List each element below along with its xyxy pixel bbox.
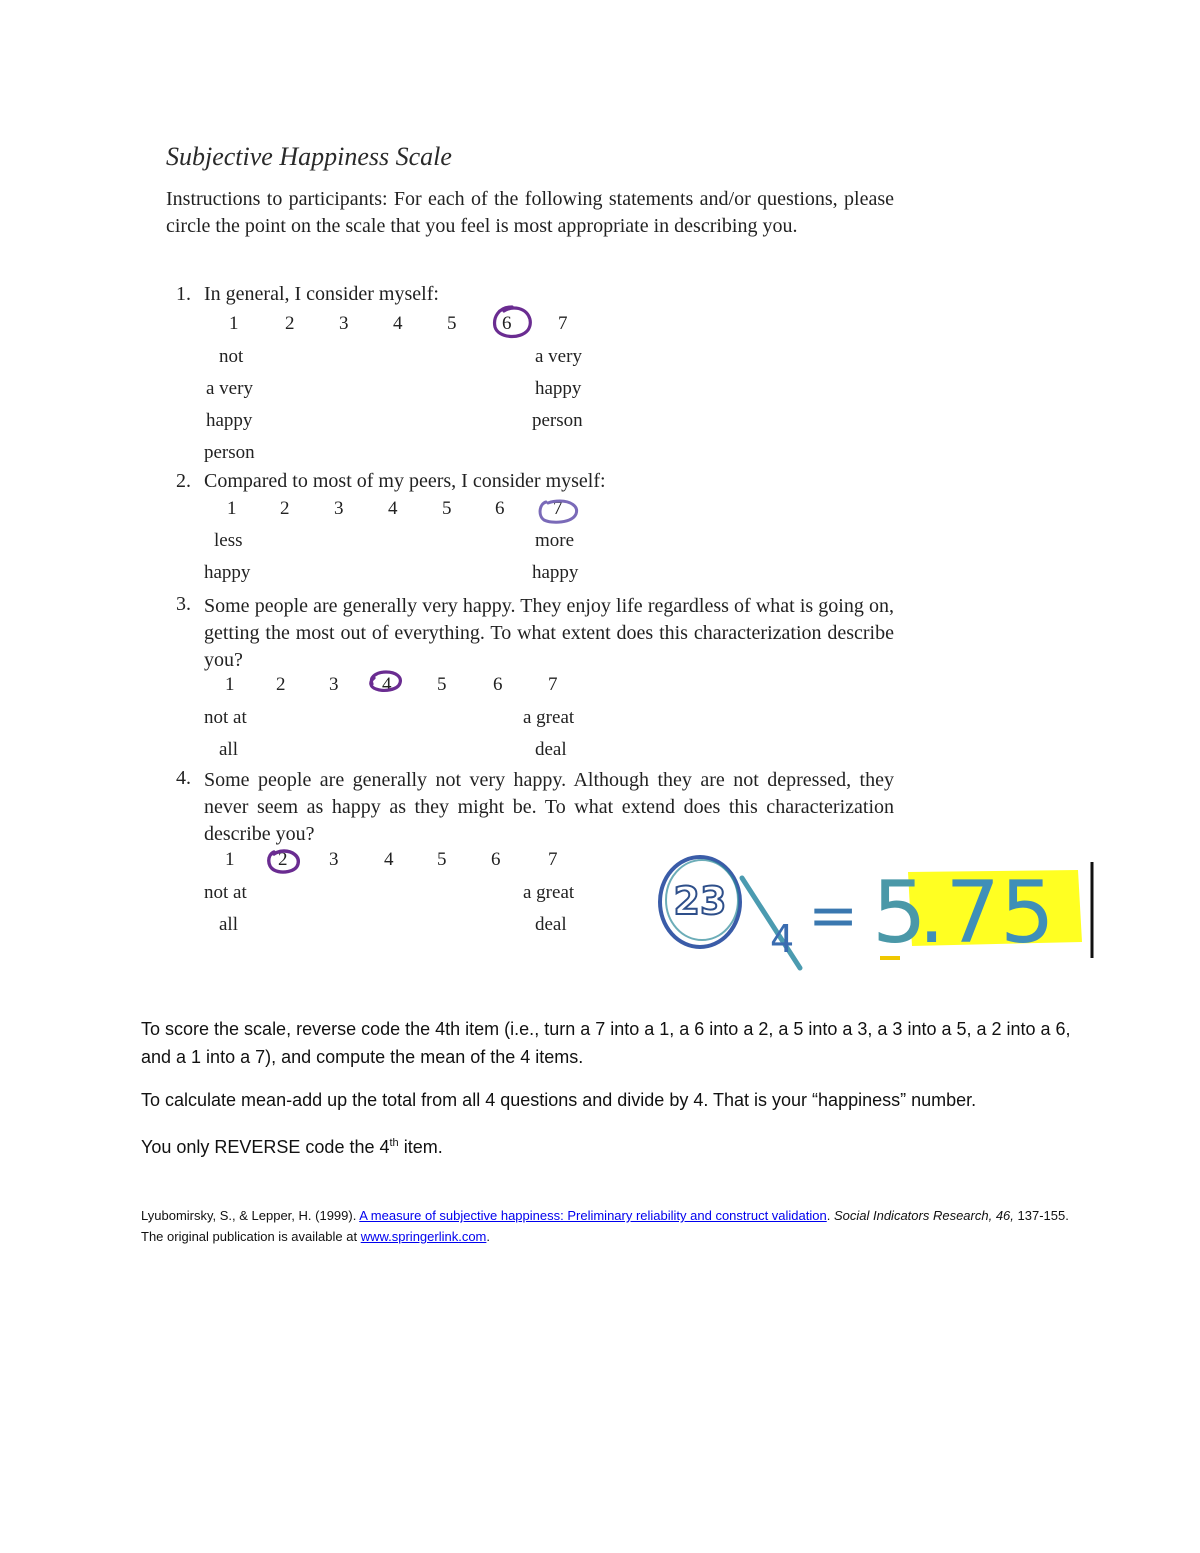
selection-circle-icon <box>536 496 582 526</box>
citation-pages: 137-155. The original publication is available at <box>141 1208 1069 1244</box>
result-decimal: .75 <box>918 863 1055 963</box>
low-anchor-line: happy <box>206 410 253 431</box>
scale-point-selected[interactable]: 2 <box>278 849 288 870</box>
scale-point[interactable]: 4 <box>384 849 394 870</box>
result-whole: 5 <box>872 863 927 963</box>
high-anchor-line: deal <box>535 914 567 935</box>
scale-title: Subjective Happiness Scale <box>166 142 452 171</box>
scale-point-selected[interactable]: 7 <box>553 498 563 519</box>
scale-point[interactable]: 5 <box>437 849 447 870</box>
scale-point[interactable]: 7 <box>548 849 558 870</box>
scale-point[interactable]: 3 <box>334 498 344 519</box>
high-anchor-line: person <box>532 410 583 431</box>
question-text: In general, I consider myself: <box>204 283 439 305</box>
high-anchor-line: a very <box>535 346 582 367</box>
scale-point[interactable]: 7 <box>558 313 568 334</box>
low-anchor-line: not at <box>204 707 247 728</box>
selection-circle-icon <box>264 846 304 876</box>
high-anchor-line: a great <box>523 707 575 728</box>
reverse-note-end: item. <box>398 1137 443 1157</box>
question-number: 4. <box>176 767 191 789</box>
low-anchor-line: all <box>219 914 238 935</box>
scale-point[interactable]: 2 <box>285 313 295 334</box>
scoring-paragraph-1: To score the scale, reverse code the 4th item (i.e., turn a 7 into a 1, a 6 into a 2, a 5 into a 3, a 3 into a 5, a 2 into a 6, and a 1 into a 7), and compute the mean of the 4 items. <box>141 1019 1071 1067</box>
divisor-value: 4 <box>770 917 795 961</box>
high-anchor-line: more <box>535 530 575 551</box>
scale-point[interactable]: 6 <box>491 849 501 870</box>
high-anchor-line: happy <box>535 378 582 399</box>
question-text: Compared to most of my peers, I consider myself: <box>204 470 606 492</box>
scale-point[interactable]: 1 <box>225 849 235 870</box>
instructions-text: Instructions to participants: For each of the following statements and/or questions, please circle the point on the scale that you feel is most appropriate in describing you. <box>166 188 894 237</box>
scale-point[interactable]: 2 <box>280 498 290 519</box>
low-anchor-line: a very <box>206 378 253 399</box>
scale-point[interactable]: 5 <box>442 498 452 519</box>
total-value: 23 <box>673 879 727 923</box>
reverse-note-text: You only REVERSE code the 4 <box>141 1137 390 1157</box>
scale-point-selected[interactable]: 6 <box>502 313 512 334</box>
citation-journal: Social Indicators Research, 46, <box>833 1208 1014 1223</box>
selection-circle-icon <box>364 668 406 696</box>
scale-point[interactable]: 5 <box>437 674 447 695</box>
scale-point[interactable]: 4 <box>388 498 398 519</box>
citation-authors: Lyubomirsky, S., & Lepper, H. (1999). <box>141 1208 360 1223</box>
scale-point[interactable]: 4 <box>393 313 403 334</box>
low-anchor-line: person <box>204 442 255 463</box>
scale-point[interactable]: 1 <box>225 674 235 695</box>
question-number: 1. <box>176 283 191 305</box>
scoring-paragraph-3 <box>141 1129 1071 1161</box>
low-anchor-line: happy <box>204 562 251 583</box>
article-link[interactable]: A measure of subjective happiness: Preliminary reliability and construct validation <box>359 1208 827 1223</box>
citation <box>141 1205 1071 1247</box>
high-anchor-line: deal <box>535 739 567 760</box>
handwritten-calculation-drawing <box>650 840 1120 980</box>
scale-point[interactable]: 3 <box>339 313 349 334</box>
scale-point-selected[interactable]: 4 <box>382 674 392 695</box>
high-anchor-line: happy <box>532 562 579 583</box>
low-anchor-line: less <box>214 530 243 551</box>
springerlink-link[interactable]: www.springerlink.com <box>360 1229 487 1244</box>
question-number: 2. <box>176 470 191 492</box>
question-text: Some people are generally very happy. They enjoy life regardless of what is going on, getting the most out of everything. To what extent does this characterization describe you? <box>204 595 894 671</box>
scale-point[interactable]: 1 <box>229 313 239 334</box>
citation-end: . <box>486 1229 491 1244</box>
high-anchor-line: a great <box>523 882 575 903</box>
scoring-instructions <box>141 1015 1071 1176</box>
question-text: Some people are generally not very happy. Although they are not depressed, they never seem as happy as they might be. To what extend does this characterization describe you? <box>204 769 894 845</box>
equals-sign: = <box>808 881 859 951</box>
superscript-th: th <box>389 1137 399 1149</box>
scale-point[interactable]: 7 <box>548 674 558 695</box>
low-anchor-line: all <box>219 739 238 760</box>
low-anchor-line: not <box>219 346 244 367</box>
selection-circle-icon <box>490 302 538 344</box>
scoring-paragraph-2: To calculate mean-add up the total from all 4 questions and divide by 4. That is your “happiness” number. <box>141 1090 977 1110</box>
scale-point[interactable]: 3 <box>329 849 339 870</box>
scale-point[interactable]: 6 <box>495 498 505 519</box>
scale-point[interactable]: 1 <box>227 498 237 519</box>
scale-point[interactable]: 3 <box>329 674 339 695</box>
scale-point[interactable]: 6 <box>493 674 503 695</box>
low-anchor-line: not at <box>204 882 247 903</box>
citation-separator: . <box>826 1208 834 1223</box>
scale-point[interactable]: 2 <box>276 674 286 695</box>
scale-point[interactable]: 5 <box>447 313 457 334</box>
question-number: 3. <box>176 593 191 615</box>
handwritten-calculation <box>650 840 1120 980</box>
